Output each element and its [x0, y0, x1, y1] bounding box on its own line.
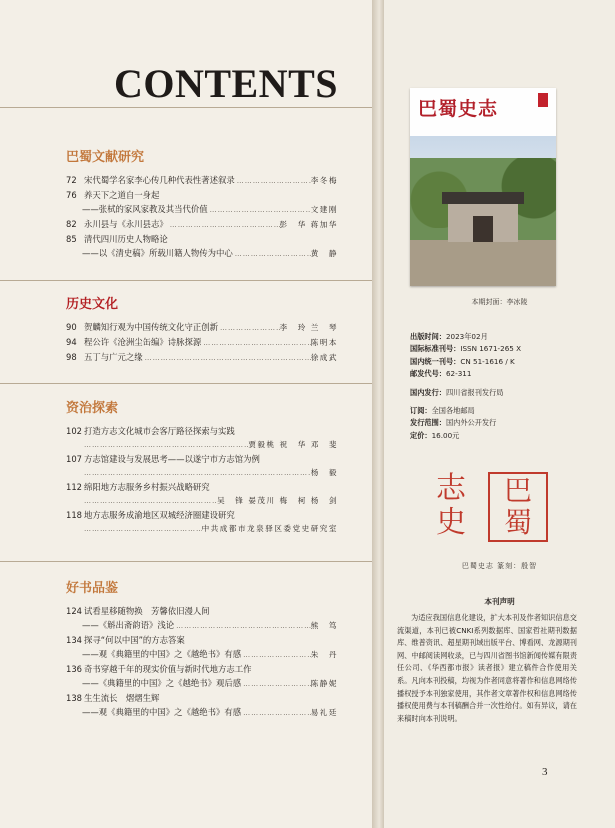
dot-leader [235, 174, 311, 188]
dot-leader [201, 336, 310, 350]
entry-page-number: 94 [66, 337, 77, 347]
entry-page-number: 85 [66, 234, 77, 244]
dot-leader [82, 494, 217, 508]
entry-title: 绵阳地方志服务乡村振兴战略研究 [84, 482, 210, 492]
info-row [410, 405, 590, 417]
contents-section [66, 577, 338, 720]
info-value: 62-311 [445, 369, 472, 379]
entry-page-number: 90 [66, 322, 77, 332]
entry-author: 陈明本 [310, 338, 338, 347]
cover-logo: 巴蜀史志 [418, 98, 499, 120]
info-value: CN 51-1616 / K [460, 356, 515, 366]
dot-leader [82, 522, 202, 536]
info-row [410, 368, 590, 380]
divider [0, 107, 372, 108]
contents-entry[interactable] [66, 691, 338, 705]
entry-author: 杨 毅 [310, 468, 338, 477]
contents-entry[interactable] [66, 494, 338, 508]
info-value: 四川省报刊发行局 [445, 387, 504, 397]
entry-title: 探寻“何以中国”的方志答案 [84, 635, 185, 645]
section-heading: 资治探索 [66, 401, 119, 416]
entry-title: ——观《典籍里的中国》之《越绝书》有感 [82, 649, 242, 659]
contents-entry[interactable] [66, 647, 338, 662]
dot-leader [82, 466, 311, 480]
dot-leader [241, 677, 311, 691]
section-heading: 好书品鉴 [66, 581, 119, 596]
entry-title: 宋代蜀学名家李心传几种代表性著述叙录 [84, 175, 235, 185]
contents-entry[interactable] [66, 705, 338, 720]
seal-glyph: 史 [436, 505, 466, 540]
info-label: 订阅： [410, 406, 432, 416]
seal-stamp [430, 470, 550, 548]
entry-title: ——《典籍里的中国》之《越绝书》观后感 [82, 678, 242, 688]
contents-entry[interactable] [66, 438, 338, 452]
divider [0, 383, 372, 384]
divider [0, 561, 372, 562]
entry-author: 李冬梅 [310, 176, 338, 185]
entry-title: 程公许《沧洲尘缶编》诗脉探源 [84, 337, 202, 347]
info-row [410, 343, 590, 355]
entry-author: 吴 锋 晏茂川 梅 柯 杨 剑 [217, 496, 338, 505]
contents-entry[interactable] [66, 618, 338, 633]
contents-entry[interactable] [66, 335, 338, 350]
entry-title: 打造方志文化城市会客厅路径探索与实践 [84, 426, 235, 436]
contents-section [66, 293, 338, 365]
entry-title: 五丁与广元之缘 [84, 352, 143, 362]
entry-page-number: 134 [66, 635, 82, 645]
contents-title: CONTENTS [113, 61, 338, 106]
info-value: 2023年02月 [445, 332, 488, 341]
contents-entry[interactable] [66, 173, 338, 188]
info-value: 国内外公开发行 [445, 418, 497, 428]
entry-title: ——以《清史稿》所载川籍人物传为中心 [82, 248, 233, 258]
contents-entry[interactable] [66, 676, 338, 691]
entry-author: 朱 丹 [310, 650, 338, 659]
contents-entry[interactable] [66, 246, 338, 261]
info-value: 16.00元 [431, 430, 460, 440]
seal-glyph: 蜀 [504, 506, 533, 539]
info-row [410, 356, 590, 368]
entry-author: 中共成都市龙泉驿区委党史研究室 [201, 524, 338, 533]
statement-title: 本刊声明 [484, 597, 515, 606]
info-label: 定价： [410, 430, 432, 440]
entry-page-number: 102 [66, 426, 82, 436]
entry-author: 文建刚 [310, 205, 338, 214]
section-heading: 巴蜀文献研究 [66, 150, 145, 165]
contents-entry[interactable] [66, 350, 338, 365]
entry-author: 黄 静 [310, 249, 338, 258]
entry-page-number: 118 [66, 510, 82, 520]
dot-leader [241, 706, 311, 720]
entry-page-number: 72 [66, 175, 77, 185]
contents-entry[interactable] [66, 452, 338, 466]
entry-title: 奇书穿越千年的现实价值与新时代地方志工作 [84, 664, 252, 674]
divider [0, 280, 372, 281]
contents-entry[interactable] [66, 466, 338, 480]
contents-section [66, 397, 338, 536]
info-label: 出版时间： [410, 332, 446, 341]
info-label: 国内统一刊号： [410, 356, 461, 366]
entry-title: 生生流长 熠熠生辉 [84, 693, 160, 703]
issue-badge [538, 93, 548, 107]
entry-title: 贺麟知行观为中国传统文化守正创新 [84, 322, 218, 332]
dot-leader [233, 247, 311, 261]
entry-page-number: 76 [66, 190, 77, 200]
dot-leader [241, 648, 311, 662]
entry-author: 贾毅桃 祝 华 邓 斐 [248, 440, 338, 449]
dot-leader [218, 321, 280, 335]
entry-title: 清代四川历史人物略论 [84, 234, 168, 244]
entry-title: 方志馆建设与发展思考——以遂宁市方志馆为例 [84, 454, 260, 464]
info-value: 全国各地邮局 [431, 406, 475, 416]
contents-entry[interactable] [66, 522, 338, 536]
contents-section [66, 146, 338, 261]
entry-title: 地方志服务成渝地区双城经济圈建设研究 [84, 510, 235, 520]
seal-caption: 巴蜀史志 篆刻：殷智 [461, 562, 538, 570]
contents-entry[interactable] [66, 633, 338, 647]
cover-image [410, 88, 556, 286]
contents-entry[interactable] [66, 508, 338, 522]
info-label: 邮发代号： [410, 369, 446, 379]
contents-entry[interactable] [66, 232, 338, 246]
contents-entry[interactable] [66, 424, 338, 438]
entry-page-number: 138 [66, 693, 82, 703]
page-number: 3 [542, 766, 548, 778]
info-row [410, 387, 590, 399]
contents-entry[interactable] [66, 188, 338, 202]
entry-title: ——张栻的家风家教及其当代价值 [82, 204, 208, 214]
seal-glyph: 志 [436, 471, 466, 506]
info-row [410, 331, 590, 343]
info-value: ISSN 1671-265 X [460, 344, 522, 354]
info-label: 发行范围： [410, 418, 446, 428]
info-row [410, 430, 590, 442]
entry-page-number: 124 [66, 606, 82, 616]
entry-page-number: 82 [66, 219, 77, 229]
entry-author: 易礼廷 [310, 708, 338, 717]
info-label: 国际标准刊号： [410, 344, 461, 354]
info-row [410, 417, 590, 429]
publication-info [410, 331, 590, 442]
seal-glyph: 巴 [504, 474, 533, 507]
dot-leader [168, 218, 280, 232]
entry-title: ——《斛出斋韵语》浅论 [82, 620, 175, 630]
entry-page-number: 112 [66, 482, 82, 492]
contents-entry[interactable] [66, 320, 338, 335]
entry-page-number: 107 [66, 454, 82, 464]
entry-author: 徐成武 [310, 353, 338, 362]
contents-entry[interactable] [66, 217, 338, 232]
contents-entry[interactable] [66, 202, 338, 217]
info-label: 国内发行： [410, 387, 446, 397]
spine-gutter [372, 0, 384, 828]
dot-leader [82, 438, 248, 452]
entry-title: 养天下之道自一身起 [84, 190, 160, 200]
dot-leader [143, 351, 311, 365]
cover-caption: 本期封面：李冰陵 [471, 298, 528, 306]
contents-entry[interactable] [66, 604, 338, 618]
entry-page-number: 136 [66, 664, 82, 674]
dot-leader [174, 619, 311, 633]
contents-entry[interactable] [66, 480, 338, 494]
dot-leader [208, 203, 311, 217]
contents-entry[interactable] [66, 662, 338, 676]
entry-page-number: 98 [66, 352, 77, 362]
entry-author: 熊 笃 [310, 621, 338, 630]
statement-body: 为适应我国信息化建设，扩大本刊及作者知识信息交流渠道，本刊已被CNKI系列数据库、国家哲社期刊数据库、维普资讯、超星期刊域出版平台、博看网、龙源期刊网、中邮阅读网收录，已与四川省图书馆新闻传媒有限责任公司、《华西都市报》读者报》建立稿件合作使用关系。凡向本刊投稿，均视为作者同意将著作和信息网络传播权授予本刊独家使用，其作者文章著作权和信息网络传播权使用费与本刊稿酬合并一次性给付。如有异议，请在来稿时向本刊说明。 [397, 613, 577, 723]
entry-title: 永川县与《永川县志》 [84, 219, 168, 229]
section-heading: 历史文化 [66, 297, 119, 312]
entry-title: 试看星移随物换 芳馨依旧漫人间 [84, 606, 210, 616]
entry-title: ——观《典籍里的中国》之《越绝书》有感 [82, 707, 242, 717]
entry-author: 陈静妮 [310, 679, 338, 688]
entry-author: 彭 华 蒋加华 [279, 220, 338, 229]
entry-author: 李 玲 兰 琴 [279, 323, 338, 332]
